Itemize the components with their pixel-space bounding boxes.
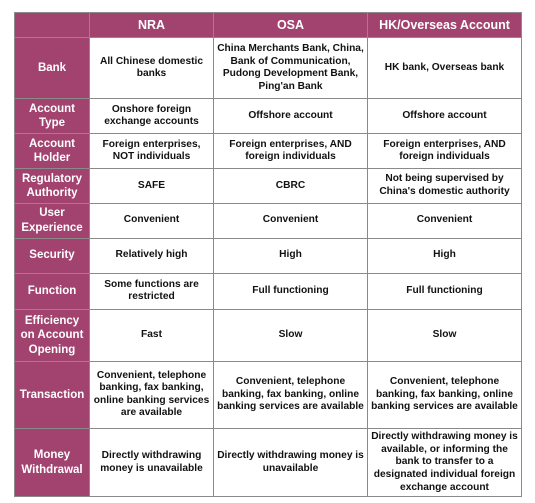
row-account-type — [15, 99, 522, 134]
cell-efficiency-nra: Fast — [90, 310, 214, 361]
cell-function-osa: Full functioning — [214, 273, 368, 310]
row-header-efficiency: Efficiency on Account Opening — [15, 310, 90, 361]
cell-regulatory-nra: SAFE — [90, 169, 214, 204]
corner-cell — [15, 13, 90, 38]
cell-account-type-hk: Offshore account — [368, 99, 522, 134]
row-transaction — [15, 361, 522, 429]
row-header-security: Security — [15, 238, 90, 273]
cell-account-holder-osa: Foreign enterprises, AND foreign individuals — [214, 134, 368, 169]
cell-account-type-nra: Onshore foreign exchange accounts — [90, 99, 214, 134]
comparison-table — [14, 12, 522, 497]
cell-transaction-nra: Convenient, telephone banking, fax banking, online banking services are available — [90, 361, 214, 429]
cell-bank-hk: HK bank, Overseas bank — [368, 38, 522, 99]
row-header-account-type: Account Type — [15, 99, 90, 134]
cell-bank-osa: China Merchants Bank, China, Bank of Communication, Pudong Development Bank, Ping'an Bank — [214, 38, 368, 99]
cell-account-type-osa: Offshore account — [214, 99, 368, 134]
row-account-holder — [15, 134, 522, 169]
cell-efficiency-osa: Slow — [214, 310, 368, 361]
row-header-bank: Bank — [15, 38, 90, 99]
row-header-function: Function — [15, 273, 90, 310]
cell-regulatory-hk: Not being supervised by China's domestic authority — [368, 169, 522, 204]
cell-efficiency-hk: Slow — [368, 310, 522, 361]
row-header-user-experience: User Experience — [15, 203, 90, 238]
row-header-regulatory-authority: Regulatory Authority — [15, 169, 90, 204]
row-header-money-withdrawal: Money Withdrawal — [15, 429, 90, 497]
cell-bank-nra: All Chinese domestic banks — [90, 38, 214, 99]
cell-security-nra: Relatively high — [90, 238, 214, 273]
column-header-hk-overseas: HK/Overseas Account — [368, 13, 522, 38]
row-user-experience — [15, 203, 522, 238]
cell-function-hk: Full functioning — [368, 273, 522, 310]
row-security — [15, 238, 522, 273]
cell-regulatory-osa: CBRC — [214, 169, 368, 204]
row-bank — [15, 38, 522, 99]
cell-transaction-hk: Convenient, telephone banking, fax banking, online banking services are available — [368, 361, 522, 429]
cell-transaction-osa: Convenient, telephone banking, fax banking, online banking services are available — [214, 361, 368, 429]
row-header-account-holder: Account Holder — [15, 134, 90, 169]
row-header-transaction: Transaction — [15, 361, 90, 429]
cell-function-nra: Some functions are restricted — [90, 273, 214, 310]
cell-account-holder-nra: Foreign enterprises, NOT individuals — [90, 134, 214, 169]
cell-user-experience-osa: Convenient — [214, 203, 368, 238]
column-header-osa: OSA — [214, 13, 368, 38]
cell-security-osa: High — [214, 238, 368, 273]
header-row — [15, 13, 522, 38]
cell-user-experience-nra: Convenient — [90, 203, 214, 238]
cell-withdrawal-nra: Directly withdrawing money is unavailable — [90, 429, 214, 497]
row-efficiency — [15, 310, 522, 361]
column-header-nra: NRA — [90, 13, 214, 38]
cell-security-hk: High — [368, 238, 522, 273]
row-regulatory-authority — [15, 169, 522, 204]
cell-account-holder-hk: Foreign enterprises, AND foreign individuals — [368, 134, 522, 169]
row-money-withdrawal — [15, 429, 522, 497]
cell-withdrawal-hk: Directly withdrawing money is available, or informing the bank to transfer to a designated individual foreign exchange account — [368, 429, 522, 497]
cell-withdrawal-osa: Directly withdrawing money is unavailable — [214, 429, 368, 497]
row-function — [15, 273, 522, 310]
cell-user-experience-hk: Convenient — [368, 203, 522, 238]
